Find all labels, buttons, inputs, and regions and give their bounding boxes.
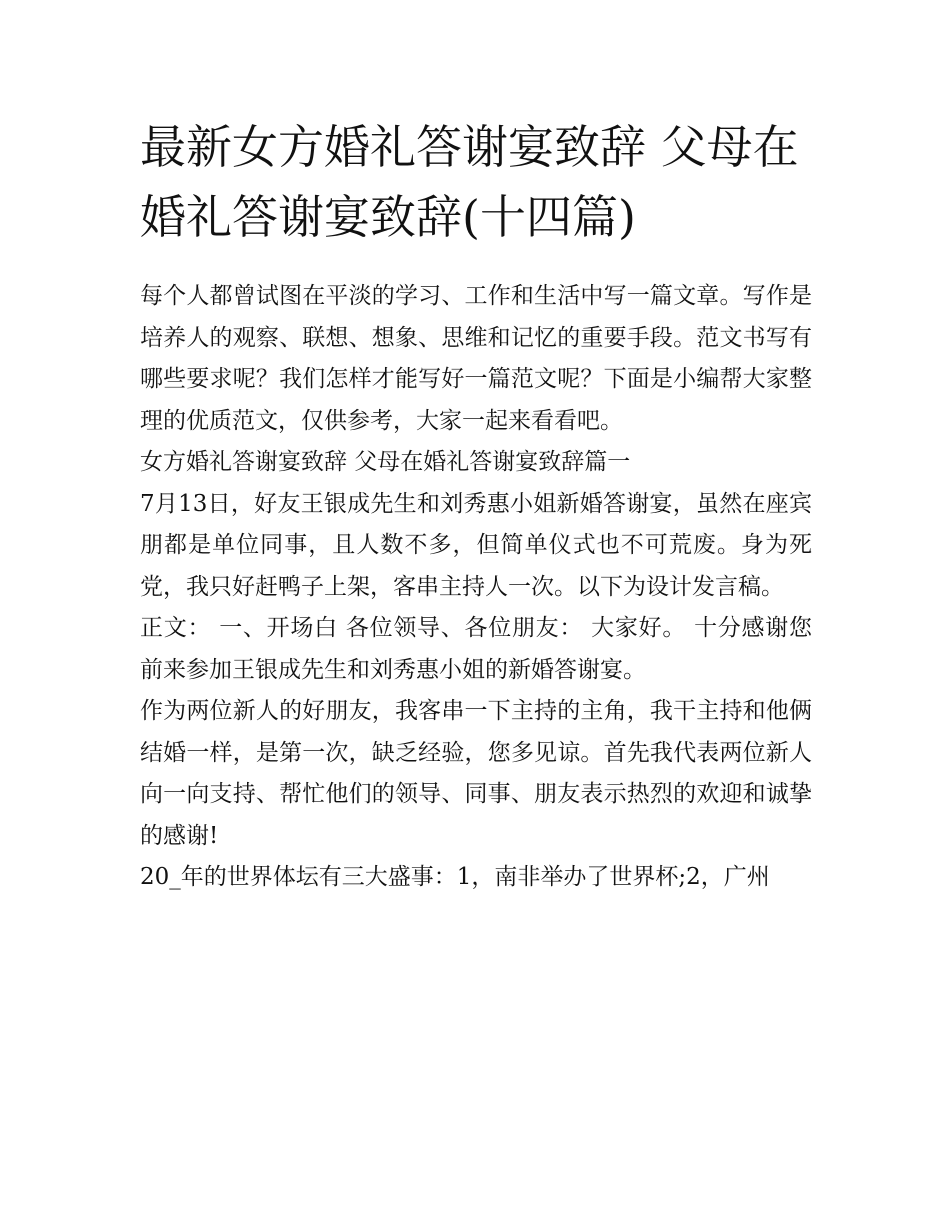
paragraph-host-intro: 作为两位新人的好朋友，我客串一下主持的主角，我干主持和他俩结婚一样，是第一次，缺乏经验，您多见谅。首先我代表两位新人向一向支持、帮忙他们的领导、同事、朋友表示热烈的欢迎和诚挚的感谢!: [140, 698, 812, 849]
document-title: 最新女方婚礼答谢宴致辞 父母在婚礼答谢宴致辞(十四篇): [140, 120, 799, 244]
paragraph-intro: 每个人都曾试图在平淡的学习、工作和生活中写一篇文章。写作是培养人的观察、联想、想象、思维和记忆的重要手段。范文书写有哪些要求呢？我们怎样才能写好一篇范文呢？下面是小编帮大家整理的优质范文，仅供参考，大家一起来看看吧。: [140, 283, 812, 434]
paragraph-sports-events: 20_年的世界体坛有三大盛事：1，南非举办了世界杯;2，广州: [140, 864, 770, 890]
paragraph-background: 7月13日，好友王银成先生和刘秀惠小姐新婚答谢宴，虽然在座宾朋都是单位同事，且人数不多，但简单仪式也不可荒废。身为死党，我只好赶鸭子上架，客串主持人一次。以下为设计发言稿。: [140, 490, 812, 600]
paragraph-opening: 正文： 一、开场白 各位领导、各位朋友： 大家好。 十分感谢您前来参加王银成先生和刘秀惠小姐的新婚答谢宴。: [140, 615, 812, 683]
document-page: [140, 112, 812, 899]
document-body: [140, 276, 812, 899]
paragraph-section-heading: 女方婚礼答谢宴致辞 父母在婚礼答谢宴致辞篇一: [140, 449, 631, 475]
